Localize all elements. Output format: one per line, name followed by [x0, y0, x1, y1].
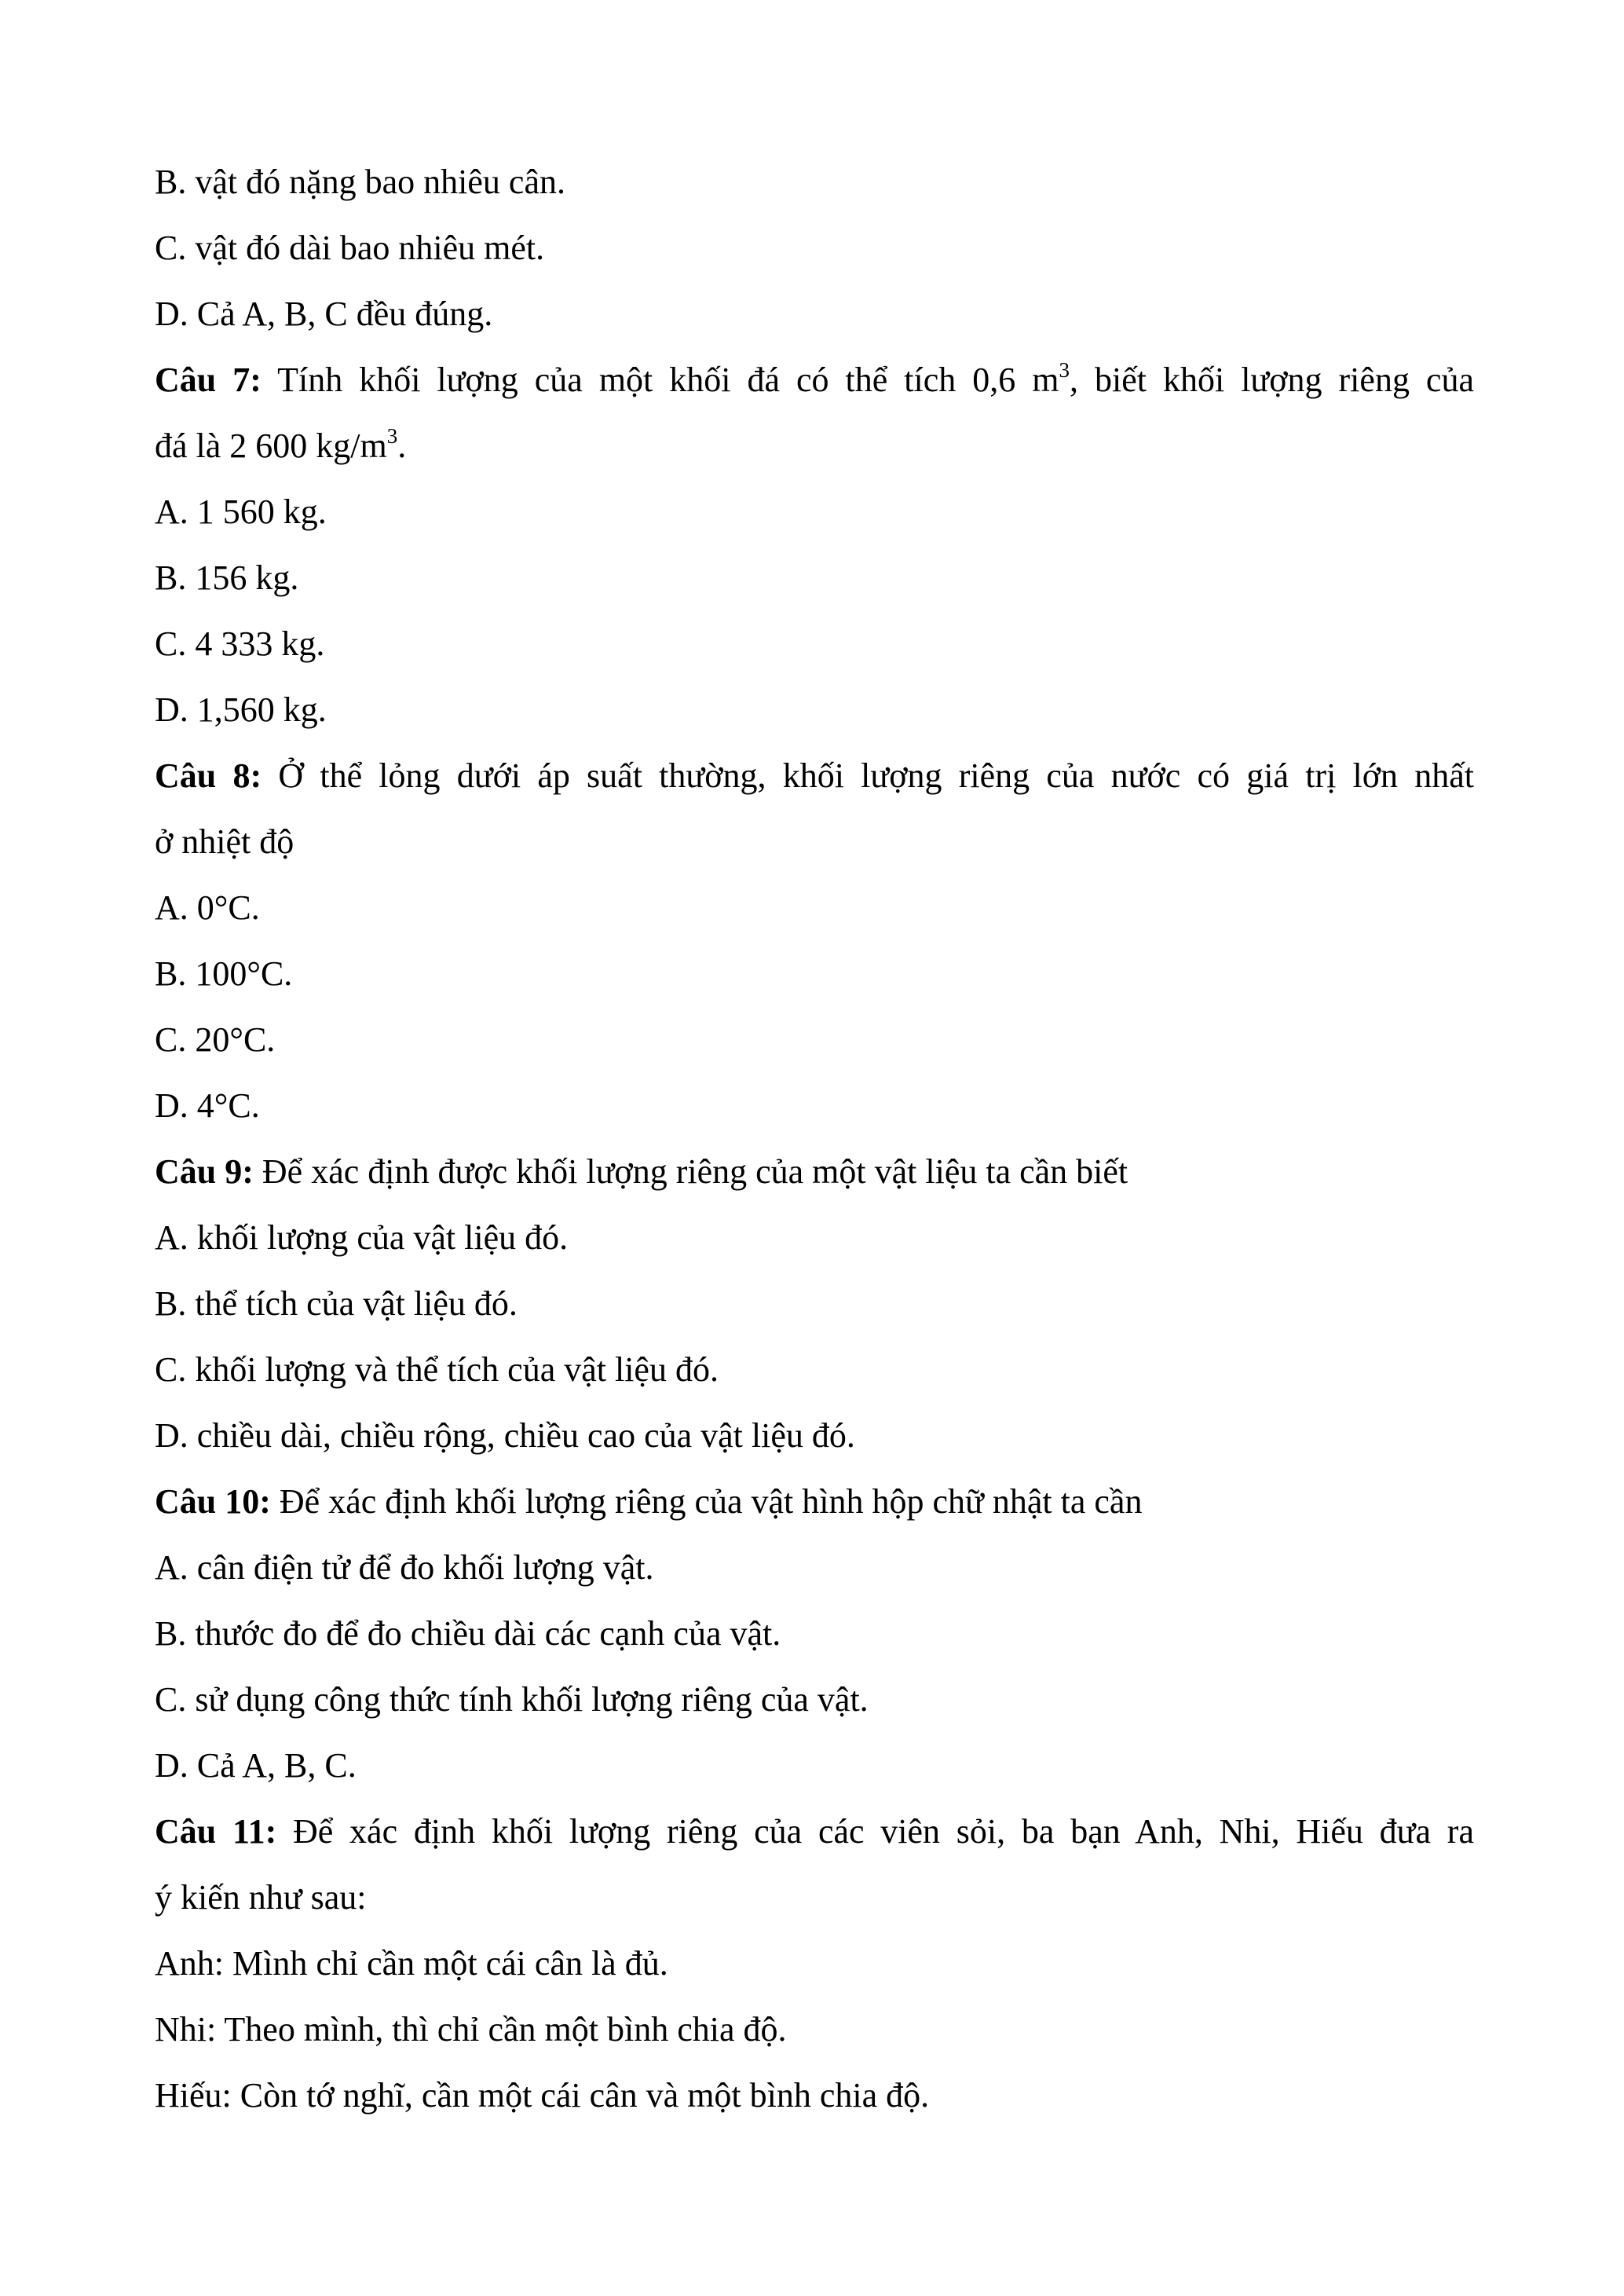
q8-option-c: C. 20°C. [155, 1020, 276, 1059]
q6-option-c: C. vật đó dài bao nhiêu mét. [155, 229, 545, 267]
q6-option-b: B. vật đó nặng bao nhiêu cân. [155, 163, 565, 201]
q11-label: Câu 11: [155, 1812, 277, 1851]
q8-question-line2: ở nhiệt độ [155, 822, 294, 861]
q7-question-line1 [155, 347, 1474, 413]
q10-question [155, 1469, 1474, 1535]
q7-text-part1: Tính khối lượng của một khối đá có thể tích 0,6 m [261, 361, 1059, 399]
q11-opinion-hieu: Hiếu: Còn tớ nghĩ, cần một cái cân và một bình chia độ. [155, 2076, 930, 2115]
q10-option-b: B. thước đo để đo chiều dài các cạnh của vật. [155, 1614, 781, 1653]
q11-text-line1: Để xác định khối lượng riêng của các viên sỏi, ba bạn Anh, Nhi, Hiếu đưa ra [276, 1812, 1474, 1851]
q11-question-line2: ý kiến như sau: [155, 1878, 367, 1917]
q7-text-part2: , biết khối lượng riêng của [1070, 361, 1474, 399]
q7-label: Câu 7: [155, 361, 262, 399]
q8-option-b: B. 100°C. [155, 954, 293, 993]
q8-option-d: D. 4°C. [155, 1086, 260, 1125]
q8-question-line1 [155, 743, 1474, 809]
q8-text-line1: Ở thể lỏng dưới áp suất thường, khối lượng riêng của nước có giá trị lớn nhất [262, 756, 1474, 795]
q7-option-d: D. 1,560 kg. [155, 690, 327, 729]
q10-text: Để xác định khối lượng riêng của vật hình hộp chữ nhật ta cần [270, 1482, 1143, 1521]
q10-label: Câu 10: [155, 1482, 271, 1521]
document-content [155, 149, 1474, 2129]
q11-opinion-nhi: Nhi: Theo mình, thì chỉ cần một bình chia độ. [155, 2010, 787, 2049]
q7-option-c: C. 4 333 kg. [155, 624, 325, 663]
q7-sup1: 3 [1059, 358, 1070, 383]
q9-label: Câu 9: [155, 1152, 254, 1191]
q7-question-line2 [155, 413, 1474, 479]
q9-question [155, 1139, 1474, 1205]
q7-option-a: A. 1 560 kg. [155, 493, 327, 531]
q8-option-a: A. 0°C. [155, 888, 260, 927]
q10-option-d: D. Cả A, B, C. [155, 1746, 357, 1785]
q10-option-a: A. cân điện tử để đo khối lượng vật. [155, 1548, 654, 1587]
q10-option-c: C. sử dụng công thức tính khối lượng riêng của vật. [155, 1680, 869, 1719]
q8-label: Câu 8: [155, 756, 262, 795]
q11-question-line1 [155, 1799, 1474, 1865]
q6-option-d: D. Cả A, B, C đều đúng. [155, 295, 493, 333]
q7-text-part4: . [397, 427, 407, 465]
q9-option-d: D. chiều dài, chiều rộng, chiều cao của vật liệu đó. [155, 1416, 855, 1455]
q9-option-b: B. thể tích của vật liệu đó. [155, 1284, 518, 1323]
q9-option-a: A. khối lượng của vật liệu đó. [155, 1218, 569, 1257]
q11-opinion-anh: Anh: Mình chỉ cần một cái cân là đủ. [155, 1944, 668, 1983]
q7-text-part3: đá là 2 600 kg/m [155, 427, 387, 465]
q7-option-b: B. 156 kg. [155, 558, 299, 597]
q9-option-c: C. khối lượng và thể tích của vật liệu đó. [155, 1350, 719, 1389]
q7-sup2: 3 [386, 424, 398, 449]
q9-text: Để xác định được khối lượng riêng của một vật liệu ta cần biết [253, 1152, 1128, 1191]
